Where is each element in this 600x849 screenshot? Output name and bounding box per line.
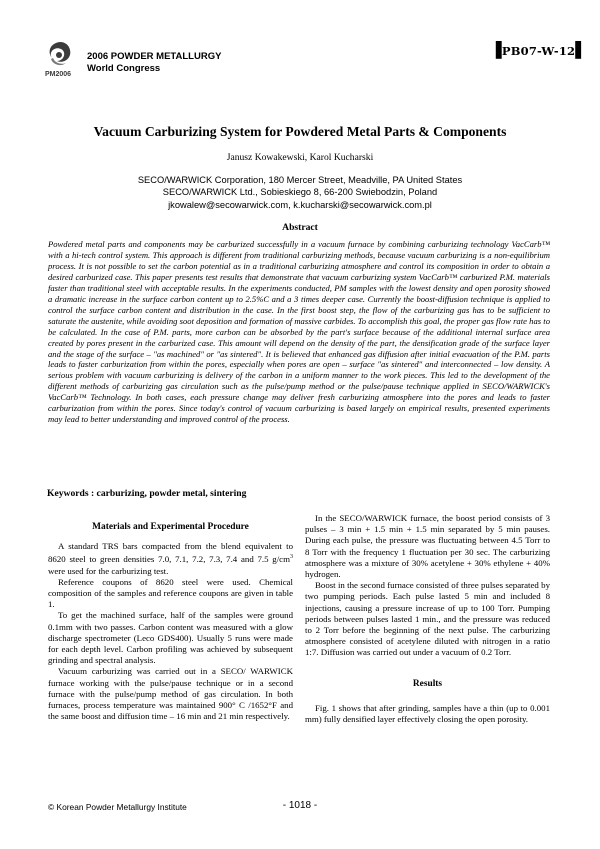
paragraph: Vacuum carburizing was carried out in a SECO/ WARWICK furnace working with the pulse/pause technique or in a second furnace with the pulse/pump method of gas circulation. In both furnaces, process temperature was maintained 900° C /1652°F and the same boost and diffusion time – 16 min and 21 min respectively. [48,666,293,722]
keywords: Keywords : carburizing, powder metal, sintering [47,488,247,499]
pm2006-logo [42,40,78,80]
paragraph: Reference coupons of 8620 steel were used. Chemical composition of the samples and reference coupons are given in table 1. [48,576,293,610]
affiliation-2: SECO/WARWICK Ltd., Sobieskiego 8, 66-200 Swiebodzin, Poland [162,187,438,198]
left-column [48,522,293,722]
affiliation-1: SECO/WARWICK Corporation, 180 Mercer Street, Meadville, PA United States [137,175,463,185]
spacer [305,690,550,703]
conference-line-1: 2006 POWDER METALLURGY [87,51,222,62]
copyright: © Korean Powder Metallurgy Institute [48,802,187,812]
spacer [48,533,293,541]
conference-name [87,51,221,75]
paragraph: To get the machined surface, half of the samples were ground 0.1mm with two passes. Carbon content was measured with a glow discharge spectrometer (Leco GDS400). Usually 5 runs were made for each depth level. Carbon profiling was achieved by subsequent grinding and spectral analysis. [48,610,293,666]
paragraph-text: were used for the carburizing test. [48,565,169,576]
section-heading-materials: Materials and Experimental Procedure [92,522,249,532]
authors: Janusz Kowakewski, Karol Kucharski [226,152,374,163]
section-heading-results: Results [412,678,443,689]
paper-code-text: PB07-W-12 [501,44,576,58]
paragraph: Boost in the second furnace consisted of three pulses separated by two pumping periods. Each pulse lasted 5 min and included 8 injections, causing a pressure increase of up to 100 Torr. Pumping periods between pulses lasted 1 min., and the pressure was reduced to 2 Torr before the beginning of the next pulse. The carburizing atmosphere consisted of acetylene diluted with nitrogen in a ratio 1:7. Diffusion was carried out under a vacuum of 0.2 Torr. [305,580,550,658]
right-column [305,513,550,725]
page-number: - 1018 - [282,800,318,811]
spacer [305,659,550,679]
logo-text: PM2006 [45,71,72,78]
author-emails: jkowalew@secowarwick.com, k.kucharski@secowarwick.com.pl [168,199,432,210]
abstract-text: Powdered metal parts and components may be carburized successfully in a vacuum furnace by combining carburizing technology VacCarb™ with a hi-tech control system. This approach is different from traditional carburizing methods, because vacuum carburizing is a non-equilibrium process. It is not possible to set the carbon potential as in a traditional carburizing atmosphere and control its composition in order to obtain a desired carburized case. This paper presents test results that demonstrate that vacuum carburizing system VacCarb™ carburized P.M. materials faster than traditional steel with acceptable results. In the experiments conducted, PM samples with the lowest density and open porosity showed a dramatic increase in the surface carbon content up to 2.5%C and a 3 times deeper case. Currently the boost-diffusion technique is applied to control the surface carbon content and distribution in the case. In the first boost step, the flow of the carburizing gas has to be sufficient to saturate the austenite, while avoiding soot deposition and formation of massive carbides. To accomplish this goal, the proper gas flow rate has to be calculated. In the case of P.M. parts, more carbon can be absorbed by the part's surface because of the additional internal surface area created by pores present in the carburized case. This amount will depend on the density of the part, the densification grade of the surface layer and the stage of the surface – "as machined" or "as sintered". It is believed that enhanced gas diffusion after initial evacuation of the P.M. parts leads to faster carburization from within the pores, especially when pores are open – surface "as sintered" and interconnected – low density. A serious problem with vacuum carburizing is delivery of the carbon in a uniform manner to the work pieces. This led to the development of the different methods of carburizing gas circulation such as the pulse/pump method or the pulse/pause technique applied in SECO/WARWICK's VacCarb™ Technology. In both cases, each pressure change may deliver fresh carburizing atmosphere into the pores and leads to faster carburization from within the pores. Since today's control of vacuum carburizing is based largely on empirical results, presented experiments may lead to better understanding and improved control of the process. [48,239,550,425]
superscript: 3 [290,554,293,561]
paragraph-text: A standard TRS bars compacted from the blend equivalent to 8620 steel to green densities 7.0, 7.1, 7.2, 7.3, 7.4 and 7.5 g/cm [48,541,293,565]
paper-title: Vacuum Carburizing System for Powdered Metal Parts & Components [93,124,507,139]
paper-code: ▐PB07-W-12▌ [490,41,587,59]
paragraph: Fig. 1 shows that after grinding, samples have a thin (up to 0.001 mm) fully densified layer effectively closing the open porosity. [305,702,550,725]
abstract-heading: Abstract [282,222,318,233]
affiliations [0,174,600,211]
paragraph: In the SECO/WARWICK furnace, the boost period consists of 3 pulses – 3 min + 1.5 min + 1.5 min separated by 5 min pauses. During each pulse, the pressure was fluctuating between 4.5 Torr to 8 Torr with the frequency 1 fluctuation per 30 sec. The carburizing atmosphere was a mixture of 30% acetylene + 30% ethylene + 40% hydrogen. [305,513,550,580]
conference-line-2: World Congress [87,63,161,74]
paragraph [48,541,293,577]
